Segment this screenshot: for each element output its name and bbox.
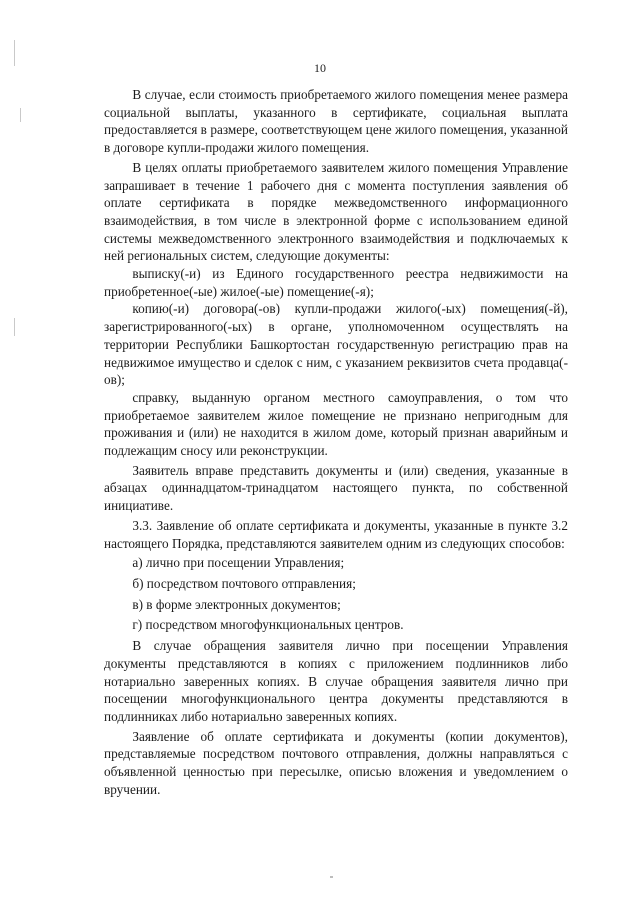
list-item: в) в форме электронных документов; — [132, 597, 341, 613]
paragraph: Заявление об оплате сертификата и документы (копии документов), представляемые посредством почтового отправления, должны направляться с объявленной ценностью при пересылке, описью вложения и уведомлением о вручении. — [104, 729, 568, 798]
page-number: 10 — [314, 61, 326, 75]
paragraph: В целях оплаты приобретаемого заявителем жилого помещения Управление запрашивает в течение 1 рабочего дня с момента поступления заявления об оплате сертификата в порядке межведомственного информационного взаимодействия, в том числе в электронной форме с использованием единой системы межведомственного электронного взаимодействия и подключаемых к ней региональных систем, следующие документы: — [104, 160, 568, 265]
list-item: г) посредством многофункциональных центров. — [132, 618, 404, 634]
paragraph: выписку(-и) из Единого государственного реестра недвижимости на приобретенное(-ые) жилое(-ые) помещение(-я); — [104, 267, 568, 300]
list-item: б) посредством почтового отправления; — [132, 576, 356, 592]
paragraph: В случае обращения заявителя лично при посещении Управления документы представляются в копиях с приложением подлинников либо нотариально заверенных копиях. В случае обращения заявителя лично при посещении многофункционального центра документы представляются в подлинниках либо нотариально заверенных копиях. — [104, 639, 568, 725]
paragraph: Заявитель вправе представить документы и (или) сведения, указанные в абзацах одиннадцатом-тринадцатом настоящего пункта, по собственной инициативе. — [104, 463, 568, 515]
document-body — [104, 87, 568, 801]
scan-mark — [14, 318, 15, 336]
paragraph: копию(-и) договора(-ов) купли-продажи жилого(-ых) помещения(-й), зарегистрированного(-ых) в органе, уполномоченном осуществлять на территории Республики Башкортостан государственную регистрацию прав на недвижимое имущество и сделок с ним, с указанием реквизитов счета продавца(-ов); — [104, 302, 568, 389]
scan-mark — [330, 876, 333, 878]
list-item: а) лично при посещении Управления; — [132, 556, 345, 572]
paragraph: 3.3. Заявление об оплате сертификата и документы, указанные в пункте 3.2 настоящего Порядка, представляются заявителем одним из следующих способов: — [104, 518, 568, 552]
submission-methods-list — [104, 555, 568, 635]
scan-mark — [20, 108, 21, 122]
paragraph: В случае, если стоимость приобретаемого жилого помещения менее размера социальной выплаты, указанного в сертификате, социальная выплата предоставляется в размере, соответствующем цене жилого помещения, указанной в договоре купли-продажи жилого помещения. — [104, 88, 568, 157]
paragraph: справку, выданную органом местного самоуправления, о том что приобретаемое заявителем жилое помещение не признано непригодным для проживания и (или) не находится в жилом доме, который признан аварийным и подлежащим сносу или реконструкции. — [104, 390, 568, 460]
